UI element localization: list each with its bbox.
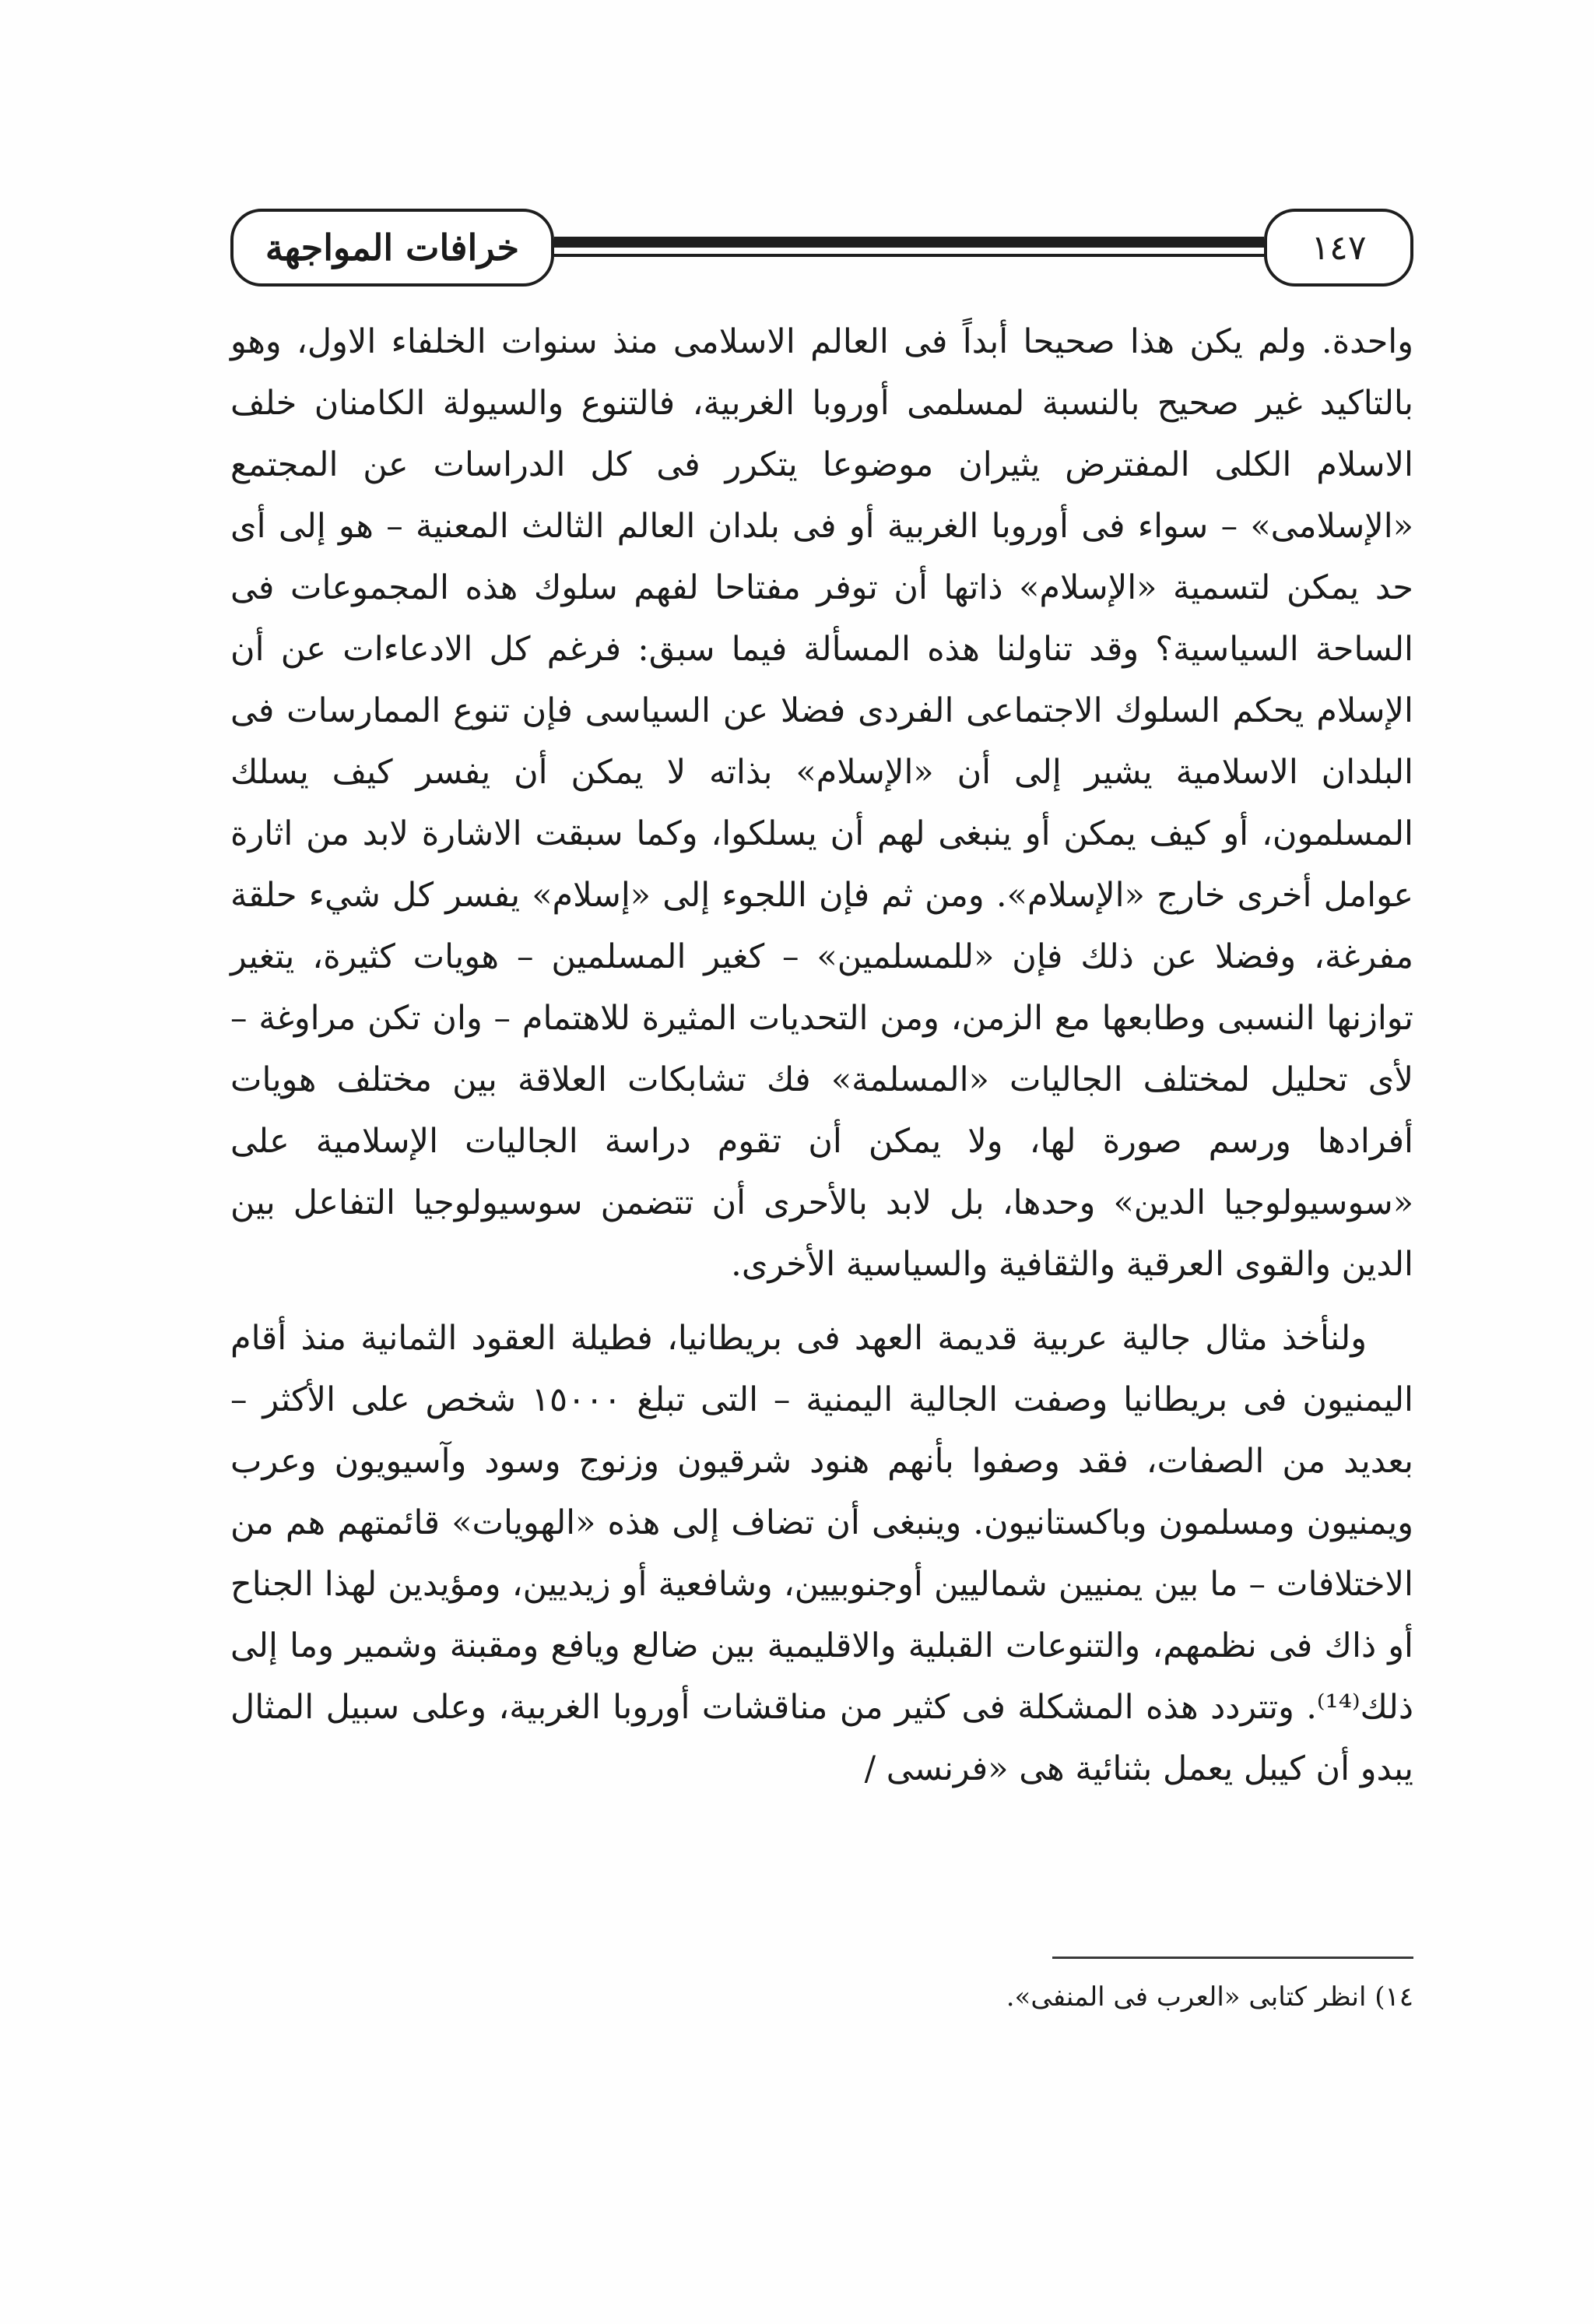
footnote-divider [1052, 1957, 1413, 1959]
header-rule-thin [554, 254, 1264, 257]
running-title-frame [230, 209, 554, 287]
body-text [230, 311, 1413, 1800]
running-title: خرافات المواجهة [265, 227, 520, 269]
page-number-frame [1264, 209, 1413, 287]
page-number: ١٤٧ [1311, 227, 1367, 268]
footnote: ١٤) انظر كتابى «العرب فى المنفى». [1006, 1981, 1413, 2013]
paragraph-2: ولنأخذ مثال جالية عربية قديمة العهد فى بريطانيا، فطيلة العقود الثمانية منذ أقام اليمنيون فى بريطانيا وصفت الجالية اليمنية – التى تبلغ ١٥٠٠٠ شخص على الأكثر – بعديد من الصفات، فقد وصفوا بأنهم هنود شرقيون وزنوج وسود وآسيويون وعرب ويمنيون ومسلمون وباكستانيون. وينبغى أن تضاف إلى هذه «الهويات» قائمتهم هم من الاختلافات – ما بين يمنيين شماليين أوجنوبيين، وشافعية أو زيديين، ومؤيدين لهذا الجناح أو ذاك فى نظمهم، والتنوعات القبلية والاقليمية بين ضالع ويافع ومقبنة وشمير وما إلى ذلك⁽¹⁴⁾. وتتردد هذه المشكلة فى كثير من مناقشات أوروبا الغربية، وعلى سبيل المثال يبدو أن كيبل يعمل بثنائية هى «فرنسى / [230, 1319, 1414, 1788]
page-header [230, 209, 1413, 290]
paragraph-1: واحدة. ولم يكن هذا صحيحا أبداً فى العالم الاسلامى منذ سنوات الخلفاء الاول، وهو بالتاكيد غير صحيح بالنسبة لمسلمى أوروبا الغربية، فالتنوع والسيولة الكامنان خلف الاسلام الكلى المفترض يثيران موضوعا يتكرر فى كل الدراسات عن المجتمع «الإسلامى» – سواء فى أوروبا الغربية أو فى بلدان العالم الثالث المعنية – هو إلى أى حد يمكن لتسمية «الإسلام» ذاتها أن توفر مفتاحا لفهم سلوك هذه المجموعات فى الساحة السياسية؟ وقد تناولنا هذه المسألة فيما سبق: فرغم كل الادعاءات عن أن الإسلام يحكم السلوك الاجتماعى الفردى فضلا عن السياسى فإن تنوع الممارسات فى البلدان الاسلامية يشير إلى أن «الإسلام» بذاته لا يمكن أن يفسر كيف يسلك المسلمون، أو كيف يمكن أو ينبغى لهم أن يسلكوا، وكما سبقت الاشارة لابد من اثارة عوامل أخرى خارج «الإسلام». ومن ثم فإن اللجوء إلى «إسلام» يفسر كل شيء حلقة مفرغة، وفضلا عن ذلك فإن «للمسلمين» – كغير المسلمين – هويات كثيرة، يتغير توازنها النسبى وطابعها مع الزمن، ومن التحديات المثيرة للاهتمام – وان تكن مراوغة – لأى تحليل لمختلف الجاليات «المسلمة» فك تشابكات العلاقة بين مختلف هويات أفرادها ورسم صورة لها، ولا يمكن أن تقوم دراسة الجاليات الإسلامية على «سوسيولوجيا الدين» وحدها، بل لابد بالأحرى أن تتضمن سوسيولوجيا التفاعل بين الدين والقوى العرقية والثقافية والسياسية الأخرى. [230, 322, 1413, 1284]
header-rule [554, 237, 1264, 248]
